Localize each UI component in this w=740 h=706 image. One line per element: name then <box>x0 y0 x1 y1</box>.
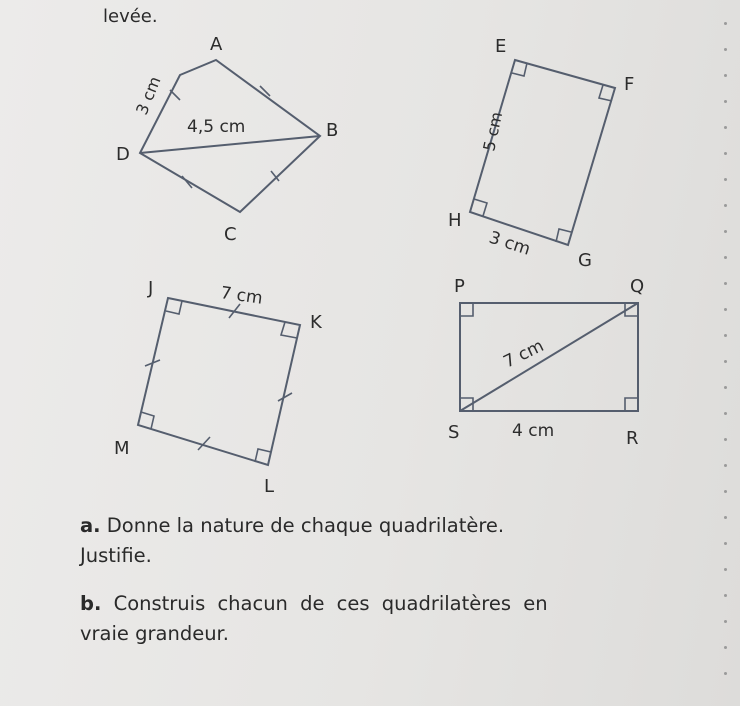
label-k: K <box>310 312 322 333</box>
label-r: R <box>626 428 639 449</box>
label-q: Q <box>630 276 645 297</box>
kite-diagonal-db <box>140 136 320 153</box>
question-a-text: Donne la nature de chaque quadrilatère. <box>106 514 505 537</box>
question-a <box>80 513 504 539</box>
square-jklm <box>138 298 300 465</box>
question-b-marker: b. <box>80 592 102 615</box>
question-a-line-2: Justifie. <box>80 544 152 567</box>
label-square-side: 7 cm <box>219 283 264 309</box>
label-m: M <box>114 438 130 459</box>
label-b: B <box>326 120 339 141</box>
tick-ab <box>260 86 270 96</box>
label-l: L <box>264 476 275 497</box>
question-b <box>80 591 548 617</box>
label-h: H <box>448 210 462 231</box>
label-g: G <box>578 250 592 271</box>
label-pqrs-diagonal: 7 cm <box>500 336 548 373</box>
square-jklm-outline <box>138 298 300 465</box>
label-s: S <box>448 422 460 443</box>
rect-pqrs-diagonal-sq <box>460 303 638 411</box>
right-angle-p <box>460 303 473 316</box>
label-a: A <box>210 34 223 55</box>
label-kite-side: 3 cm <box>132 73 165 118</box>
label-pqrs-side: 4 cm <box>512 421 555 441</box>
rectangle-pqrs <box>460 303 638 411</box>
label-j: J <box>148 278 154 299</box>
partial-heading-word: levée. <box>103 6 158 27</box>
label-p: P <box>454 276 465 297</box>
question-b-text: Construis chacun de ces quadrilatères en <box>113 592 548 615</box>
label-kite-diagonal: 4,5 cm <box>187 117 246 137</box>
right-angle-j <box>166 301 182 314</box>
label-d: D <box>116 144 130 165</box>
label-efgh-side-eh: 5 cm <box>479 110 507 153</box>
label-f: F <box>624 74 635 95</box>
tick-da <box>170 90 180 100</box>
question-b-line-2: vraie grandeur. <box>80 622 229 645</box>
label-c: C <box>224 224 237 245</box>
question-a-marker: a. <box>80 514 101 537</box>
label-efgh-side-hg: 3 cm <box>486 227 533 260</box>
right-angle-r <box>625 398 638 411</box>
label-e: E <box>495 36 507 57</box>
